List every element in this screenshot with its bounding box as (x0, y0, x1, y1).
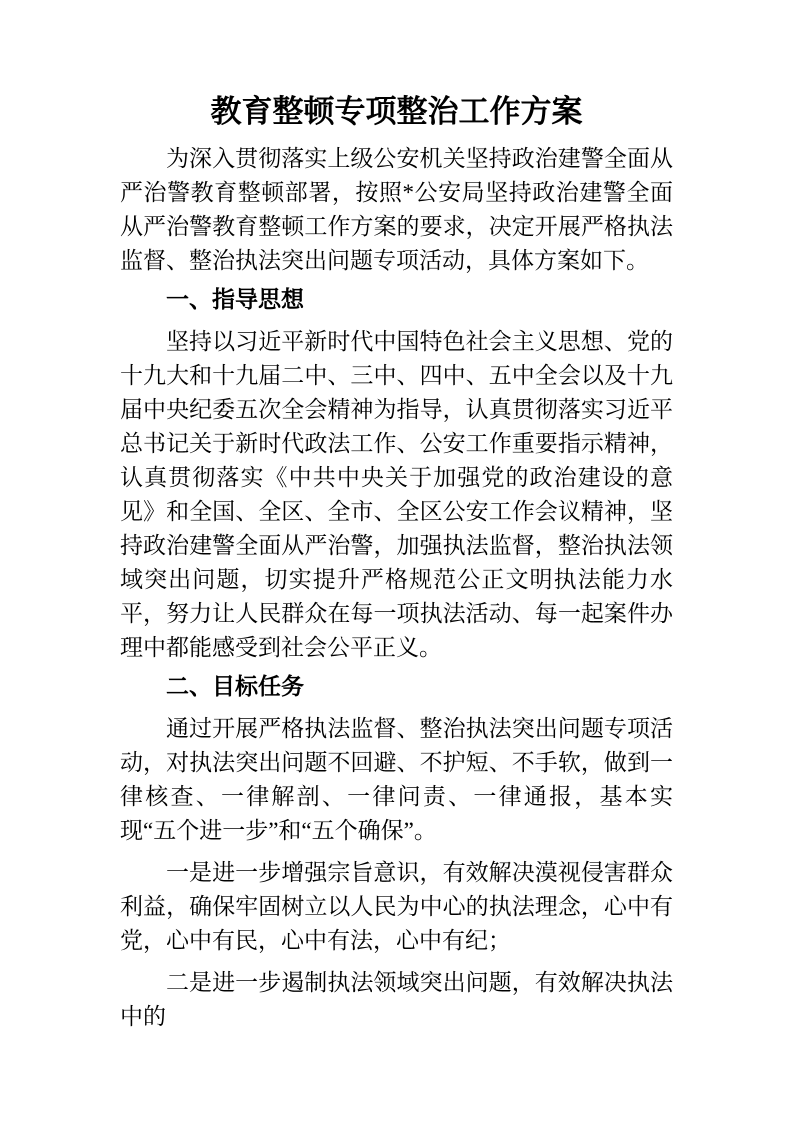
document-title: 教育整顿专项整治工作方案 (210, 94, 583, 129)
paragraph-goals-overview: 通过开展严格执法监督、整治执法突出问题专项活动，对执法突出问题不回避、不护短、不手软，做到一律核查、一律解剖、一律问责、一律通报，基本实现“五个进一步”和“五个确保”。 (120, 716, 673, 843)
section-heading-1: 一、指导思想 (166, 287, 304, 312)
paragraph-goal-item-1: 一是进一步增强宗旨意识，有效解决漠视侵害群众利益，确保牢固树立以人民为中心的执法理念，心中有党，心中有民，心中有法，心中有纪； (120, 860, 673, 953)
section-heading-2: 二、目标任务 (166, 674, 304, 699)
paragraph-goal-item-2: 二是进一步遏制执法领域突出问题，有效解决执法中的 (120, 970, 673, 1029)
document-content (120, 0, 673, 1034)
paragraph-guiding-ideology: 坚持以习近平新时代中国特色社会主义思想、党的十九大和十九届二中、三中、四中、五中全会以及十九届中央纪委五次全会精神为指导，认真贯彻落实习近平总书记关于新时代政法工作、公安工作重要指示精神，认真贯彻落实《中共中央关于加强党的政治建设的意见》和全国、全区、全市、全区公安工作会议精神，坚持政治建警全面从严治警，加强执法监督，整治执法领域突出问题，切实提升严格规范公正文明执法能力水平，努力让人民群众在每一项执法活动、每一起案件办理中都能感受到社会公平正义。 (120, 329, 673, 660)
paragraph-intro: 为深入贯彻落实上级公安机关坚持政治建警全面从严治警教育整顿部署，按照*公安局坚持政治建警全面从严治警教育整顿工作方案的要求，决定开展严格执法监督、整治执法突出问题专项活动，具体方案如下。 (120, 146, 673, 273)
